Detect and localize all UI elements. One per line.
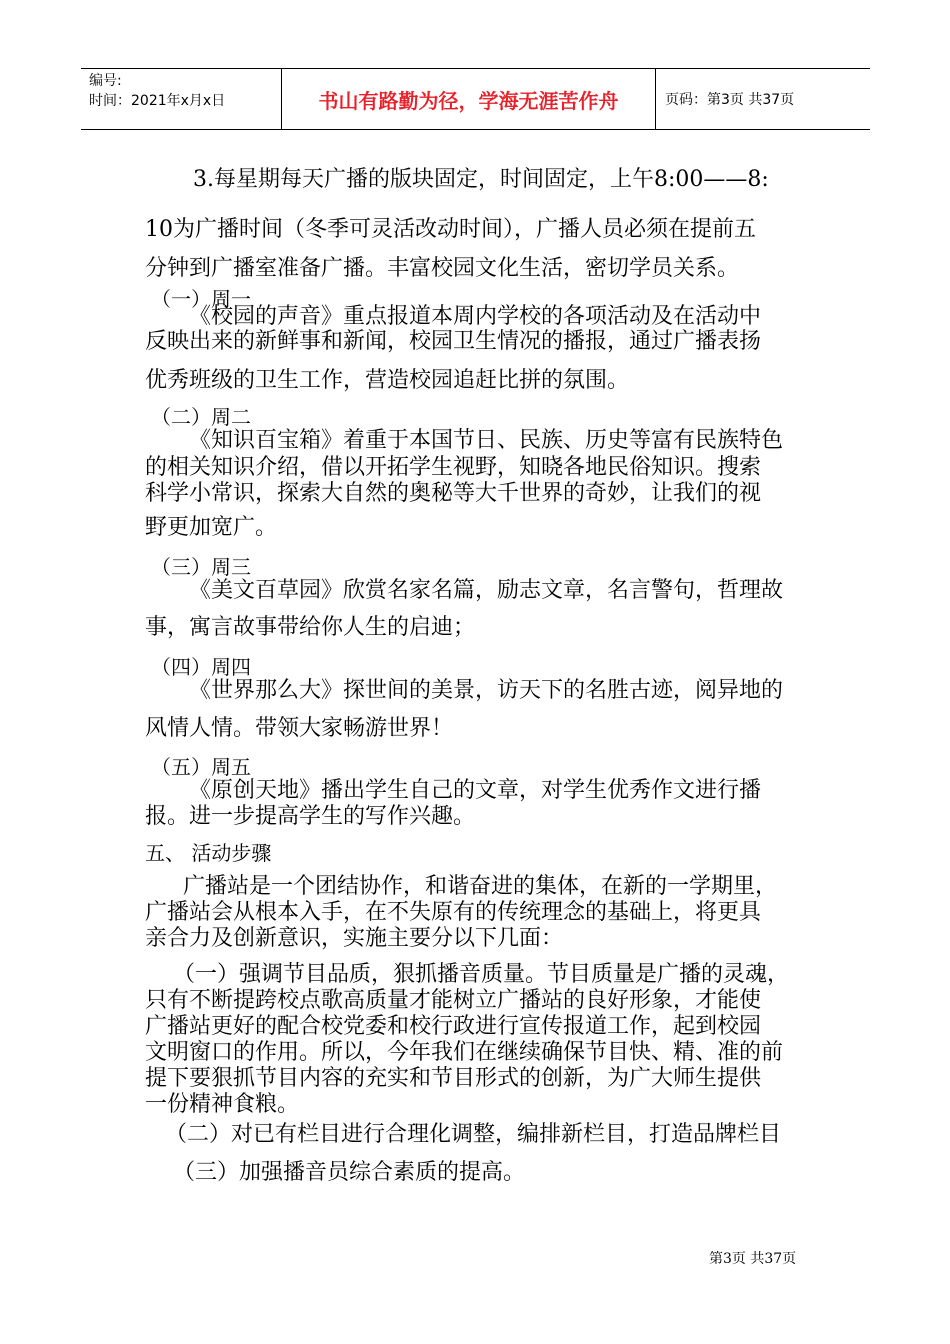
body-line: 文明窗口的作用。所以，今年我们在继续确保节目快、精、准的前 bbox=[145, 1040, 784, 1065]
body-line: 事，寓言故事带给你人生的启迪； bbox=[145, 615, 476, 640]
header-table bbox=[81, 68, 870, 130]
body-line: 分钟到广播室准备广播。丰富校园文化生活，密切学员关系。 bbox=[145, 256, 740, 281]
body-line: 《校园的声音》重点报道本周内学校的各项活动及在活动中 bbox=[189, 304, 762, 329]
section-heading: （一）周一 bbox=[151, 287, 251, 311]
body-line: 报。进一步提高学生的写作兴趣。 bbox=[145, 804, 476, 829]
body-line: （二）对已有栏目进行合理化调整，编排新栏目，打造品牌栏目 bbox=[165, 1122, 782, 1147]
body-line: 《原创天地》播出学生自己的文章，对学生优秀作文进行播 bbox=[189, 778, 762, 803]
body-line: 科学小常识，探索大自然的奥秘等大千世界的奇妙，让我们的视 bbox=[145, 481, 762, 506]
body-line: 优秀班级的卫生工作，营造校园追赶比拼的氛围。 bbox=[145, 368, 630, 393]
body-line: 广播站是一个团结协作，和谐奋进的集体，在新的一学期里， bbox=[183, 874, 778, 899]
document-date: 时间：2021年x月x日 bbox=[89, 93, 226, 109]
header-meta-cell bbox=[81, 69, 282, 129]
body-line: 风情人情。带领大家畅游世界！ bbox=[145, 716, 454, 741]
section-heading: （三）周三 bbox=[151, 555, 251, 579]
footer-page-number: 第3页 共37页 bbox=[709, 1251, 797, 1267]
body-line: 3.每星期每天广播的版块固定，时间固定，上午8:00——8: bbox=[193, 167, 769, 192]
body-line: （三）加强播音员综合素质的提高。 bbox=[173, 1160, 526, 1185]
body-line: 的相关知识介绍，借以开拓学生视野，知晓各地民俗知识。搜索 bbox=[145, 455, 762, 480]
body-line: （一）强调节目品质，狠抓播音质量。节目质量是广播的灵魂， bbox=[173, 962, 790, 987]
body-line: 广播站更好的配合校党委和校行政进行宣传报道工作，起到校园 bbox=[145, 1014, 762, 1039]
section-heading: （四）周四 bbox=[151, 655, 251, 679]
section-heading: 五、 活动步骤 bbox=[145, 841, 272, 865]
body-line: 10为广播时间（冬季可灵活改动时间），广播人员必须在提前五 bbox=[145, 217, 756, 242]
body-line: 《美文百草园》欣赏名家名篇，励志文章，名言警句，哲理故 bbox=[189, 578, 784, 603]
document-number-label: 编号: bbox=[89, 73, 122, 89]
body-line: 亲合力及创新意识，实施主要分以下几面： bbox=[145, 926, 564, 951]
body-line: 提下要狠抓节目内容的充实和节目形式的创新，为广大师生提供 bbox=[145, 1066, 762, 1091]
body-line: 只有不断提跨校点歌高质量才能树立广播站的良好形象，才能使 bbox=[145, 988, 762, 1013]
section-heading: （二）周二 bbox=[151, 405, 251, 429]
header-page-info: 页码：第3页 共37页 bbox=[665, 92, 795, 108]
body-line: 《知识百宝箱》着重于本国节日、民族、历史等富有民族特色 bbox=[189, 428, 784, 453]
section-heading: （五）周五 bbox=[151, 755, 251, 779]
header-motto: 书山有路勤为径，学海无涯苦作舟 bbox=[282, 69, 656, 129]
body-line: 《世界那么大》探世间的美景，访天下的名胜古迹，阅异地的 bbox=[189, 678, 784, 703]
body-line: 野更加宽广。 bbox=[145, 515, 278, 540]
body-line: 反映出来的新鲜事和新闻，校园卫生情况的播报，通过广播表扬 bbox=[145, 329, 762, 354]
body-line: 一份精神食粮。 bbox=[145, 1092, 300, 1117]
body-line: 广播站会从根本入手，在不失原有的传统理念的基础上，将更具 bbox=[145, 900, 762, 925]
